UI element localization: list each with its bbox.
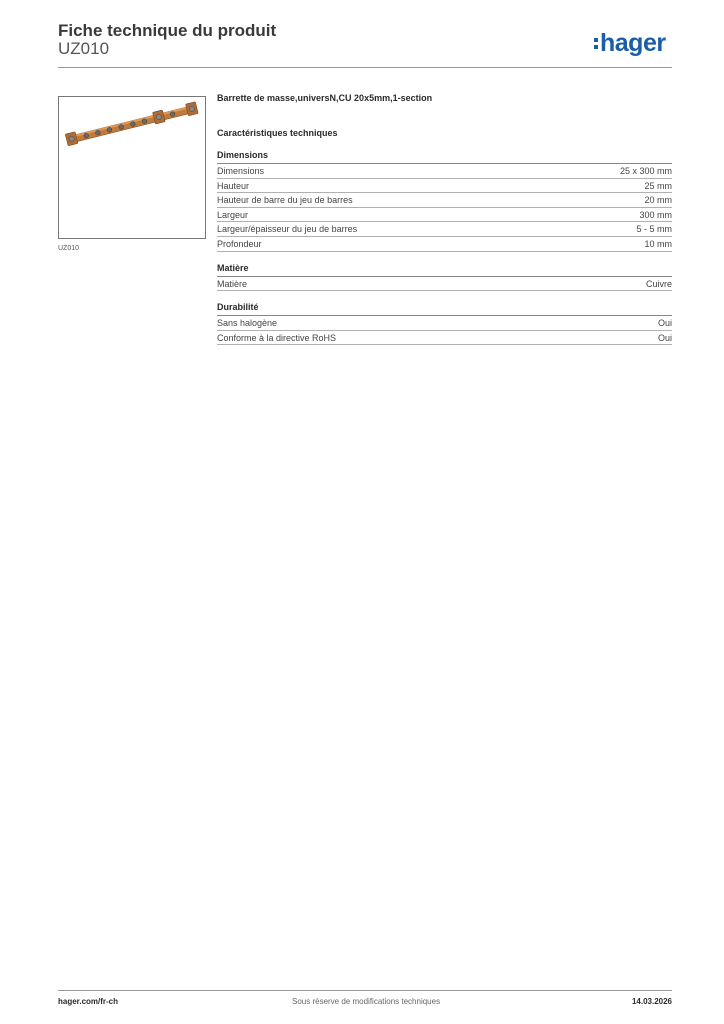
- spec-label: Sans halogène: [217, 318, 278, 329]
- spec-row: [217, 179, 672, 194]
- footer-date: 14.03.2026: [631, 997, 672, 1006]
- page-title: Fiche technique du produit: [58, 21, 277, 40]
- spec-label: Largeur/épaisseur du jeu de barres: [217, 224, 358, 235]
- spec-value: Cuivre: [645, 278, 672, 289]
- product-reference: UZ010: [58, 39, 110, 58]
- spec-row: [217, 316, 672, 331]
- spec-row: [217, 237, 672, 252]
- spec-value: 25 x 300 mm: [619, 166, 672, 176]
- footer-disclaimer: Sous réserve de modifications techniques: [292, 997, 441, 1006]
- product-name: Barrette de masse,universN,CU 20x5mm,1-section: [217, 93, 433, 103]
- product-image-frame: [58, 96, 206, 239]
- product-details: [217, 93, 672, 345]
- header-divider: [58, 67, 672, 68]
- spec-value: Oui: [657, 332, 672, 343]
- spec-label: Dimensions: [217, 166, 265, 176]
- spec-value: 300 mm: [639, 209, 672, 220]
- spec-row: [217, 277, 672, 292]
- spec-row: [217, 222, 672, 237]
- spec-label: Hauteur de barre du jeu de barres: [217, 195, 353, 206]
- spec-label: Hauteur: [217, 180, 250, 191]
- spec-value: 10 mm: [644, 238, 672, 249]
- footer-divider: [58, 990, 672, 991]
- footer-website-link[interactable]: hager.com/fr-ch: [58, 997, 119, 1006]
- spec-row: [217, 193, 672, 208]
- product-image: [59, 97, 205, 238]
- spec-value: 5 - 5 mm: [636, 224, 672, 235]
- spec-row: [217, 331, 672, 346]
- hager-logo: [594, 29, 666, 58]
- spec-row: [217, 208, 672, 223]
- spec-label: Largeur: [217, 209, 249, 220]
- logo-text: hager: [600, 29, 666, 57]
- spec-label: Profondeur: [217, 238, 262, 249]
- spec-label: Conforme à la directive RoHS: [217, 332, 337, 343]
- spec-row: [217, 164, 672, 179]
- logo-dots-icon: [594, 38, 598, 49]
- spec-label: Matière: [217, 278, 248, 289]
- section-title-durability: Durabilité: [217, 302, 672, 316]
- section-title-material: Matière: [217, 263, 672, 277]
- section-title-dimensions: Dimensions: [217, 150, 672, 164]
- spec-value: Oui: [657, 318, 672, 329]
- tech-characteristics-heading: Caractéristiques techniques: [217, 128, 338, 138]
- product-image-caption: UZ010: [58, 245, 80, 252]
- spec-value: 25 mm: [644, 180, 672, 191]
- spec-value: 20 mm: [644, 195, 672, 206]
